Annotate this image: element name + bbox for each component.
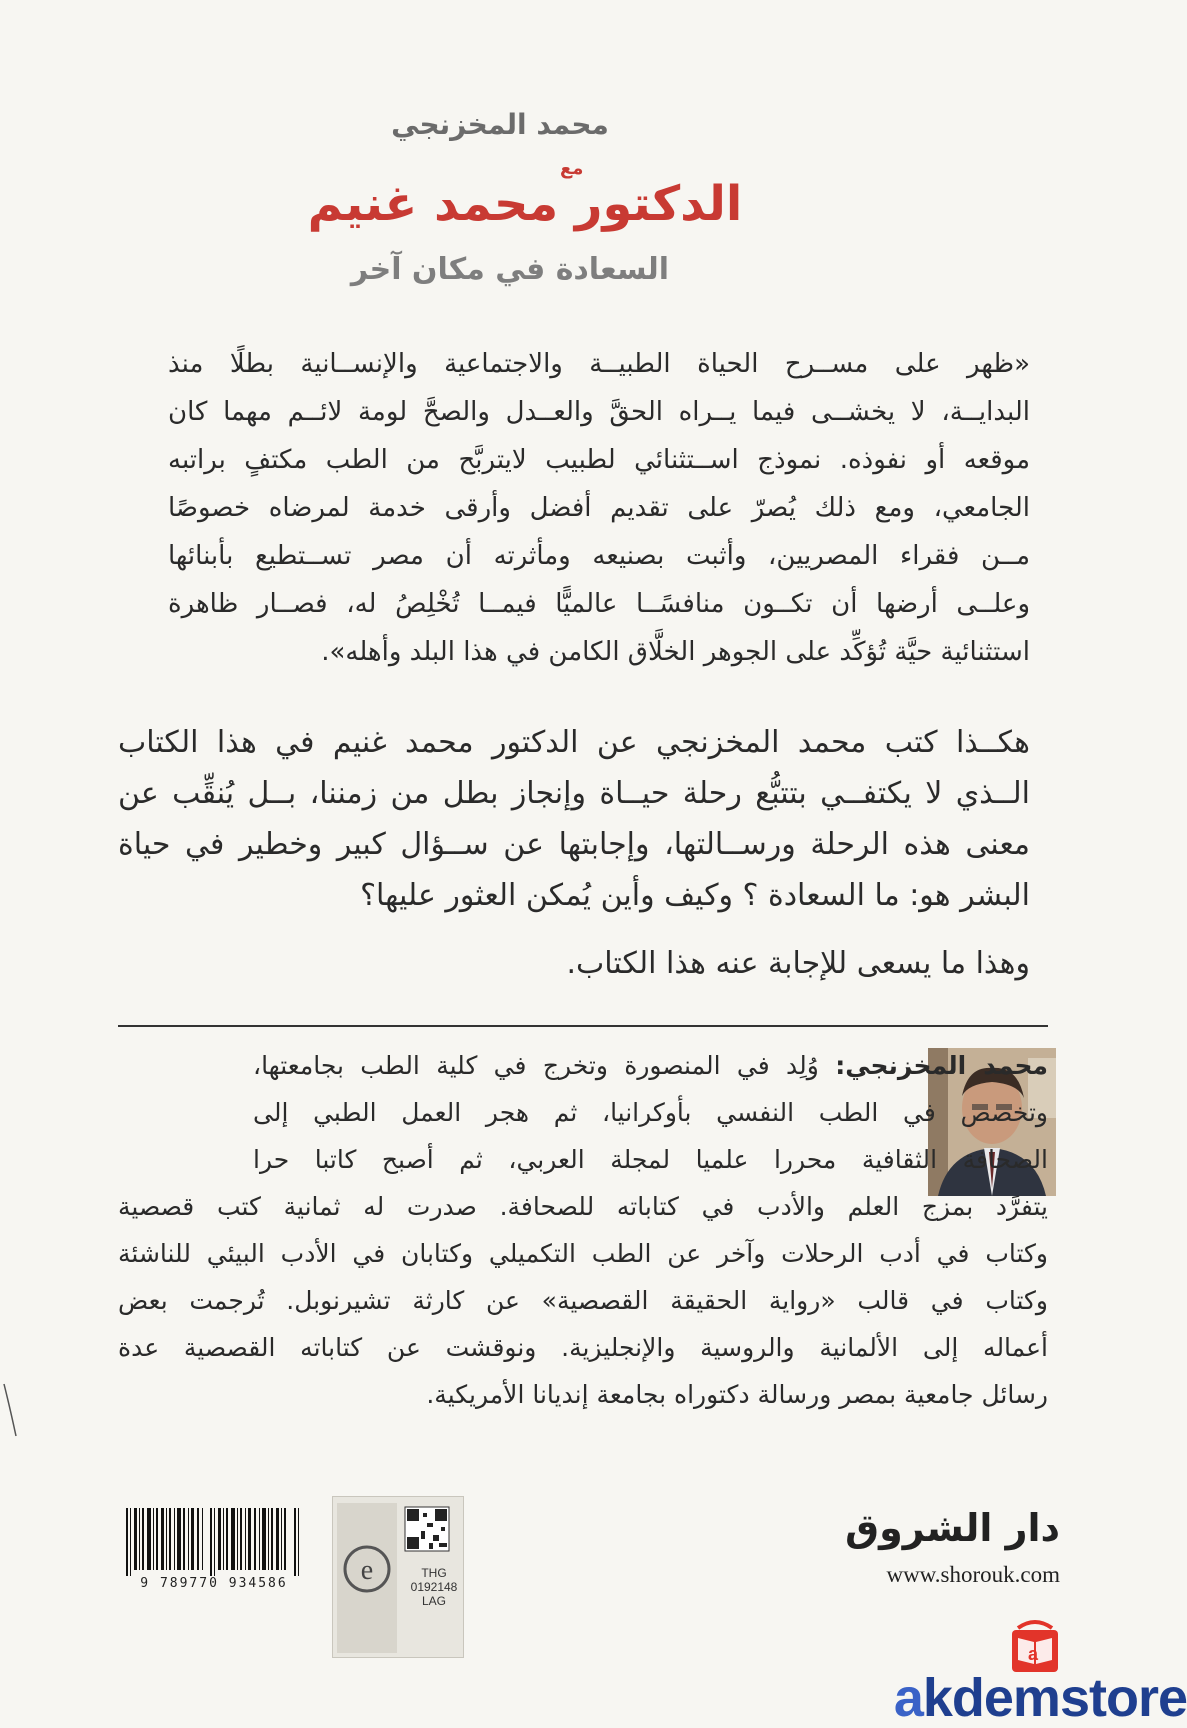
author-bio xyxy=(118,1042,1048,1418)
barcode-icon xyxy=(118,1508,310,1576)
summary-line: البشر هو: ما السعادة ؟ وكيف وأين يُمكن العثور عليها؟ xyxy=(360,878,1030,913)
bio-author-name: محمد المخزنجي: xyxy=(835,1051,1048,1080)
publisher-logo-text: دار الشروق xyxy=(845,1506,1060,1550)
sticker-code xyxy=(404,1566,464,1608)
summary-line: الــذي لا يكتفــي بتتبُّع رحلة حيــاة وإنجاز بطل من زمننا، بــل يُنقِّب عن xyxy=(118,776,1030,811)
quote-line: الجامعي، ومع ذلك يُصرّ على تقديم أفضل وأرقى خدمة لمرضاه خصوصًا xyxy=(168,493,1030,523)
quote-line: «ظهر على مســرح الحياة الطبيــة والاجتماعية والإنســانية بطلًا منذ xyxy=(168,349,1030,379)
book-title: الدكتور محمد غنيم xyxy=(307,176,743,232)
svg-text:e: e xyxy=(360,1555,374,1586)
bio-line: وكتاب في قالب «رواية الحقيقة القصصية» عن كارثة تشيرنوبل. تُرجمت بعض xyxy=(118,1286,1048,1315)
closing-sentence: وهذا ما يسعى للإجابة عنه هذا الكتاب. xyxy=(566,946,1030,981)
bio-line: وكتاب في أدب الرحلات وآخر عن الطب التكميلي وكتابان في الأدب البيئي للناشئة xyxy=(118,1239,1048,1268)
scan-edge-mark xyxy=(0,1380,20,1440)
bio-line: الصحافة الثقافية محررا علميا لمجلة العربي، ثم أصبح كاتبا حرا xyxy=(253,1145,1048,1174)
svg-text:a: a xyxy=(1028,1644,1039,1664)
summary-line: هكــذا كتب محمد المخزنجي عن الدكتور محمد غنيم في هذا الكتاب xyxy=(118,725,1030,760)
bio-line: يتفرَّد بمزج العلم والأدب في كتاباته للصحافة. صدرت له ثمانية كتب قصصية xyxy=(118,1192,1048,1221)
store-watermark-first: a xyxy=(893,1668,923,1728)
book-cart-icon xyxy=(1004,1616,1066,1676)
summary-line: معنى هذه الرحلة ورســالتها، وإجابتها عن ســؤال كبير وخطير في حياة xyxy=(118,827,1030,862)
publisher-url[interactable]: www.shorouk.com xyxy=(886,1562,1060,1587)
bio-line: وتخصص في الطب النفسي بأوكرانيا، ثم هجر العمل الطبي إلى xyxy=(253,1098,1048,1127)
bio-line: رسائل جامعية بمصر ورسالة دكتوراه بجامعة إنديانا الأمريكية. xyxy=(426,1380,1048,1409)
bio-line: أعماله إلى الألمانية والروسية والإنجليزية. ونوقشت عن كتاباته القصصية عدة xyxy=(118,1333,1048,1362)
sticker-code-line: THG xyxy=(421,1566,447,1580)
store-watermark-rest: kdemstore xyxy=(922,1668,1187,1728)
quote-line: استثنائية حيَّة تُؤكِّد على الجوهر الخلَّاق الكامن في هذا البلد وأهله». xyxy=(321,637,1030,667)
quote-line: موقعه أو نفوذه. نموذج اســتثنائي لطبيب لايتربَّح من الطب مكتفٍ براتبه xyxy=(168,445,1030,475)
with-word: مع xyxy=(560,158,584,179)
bio-line xyxy=(253,1042,1048,1089)
isbn-barcode xyxy=(118,1508,310,1608)
quote-line: وعلــى أرضها أن تكــون منافسًــا عالميًّا فيمــا تُخْلِصُ له، فصــار ظاهرة xyxy=(168,589,1030,619)
sticker-code-line: 0192148 xyxy=(410,1580,458,1594)
sticker-code-line: LAG xyxy=(421,1594,446,1608)
summary-paragraph xyxy=(118,717,1030,921)
section-divider xyxy=(118,1025,1048,1027)
isbn-digits: 9 789770 934586 xyxy=(140,1576,288,1591)
store-watermark xyxy=(890,1668,1187,1728)
quote-line: البدايــة، لا يخشــى فيما يــراه الحقَّ والعــدل والصحَّ لومة لائــم مهما كان xyxy=(168,397,1030,427)
quote-line: مــن فقراء المصريين، وأثبت بصنيعه ومأثرته أن مصر تســتطيع بأبنائها xyxy=(168,541,1030,571)
author-name-top: محمد المخزنجي xyxy=(391,108,609,141)
bio-line-text: وُلِد في المنصورة وتخرج في كلية الطب بجامعتها، xyxy=(253,1051,819,1080)
quote-paragraph xyxy=(168,340,1030,676)
book-subtitle: السعادة في مكان آخر xyxy=(350,252,670,287)
